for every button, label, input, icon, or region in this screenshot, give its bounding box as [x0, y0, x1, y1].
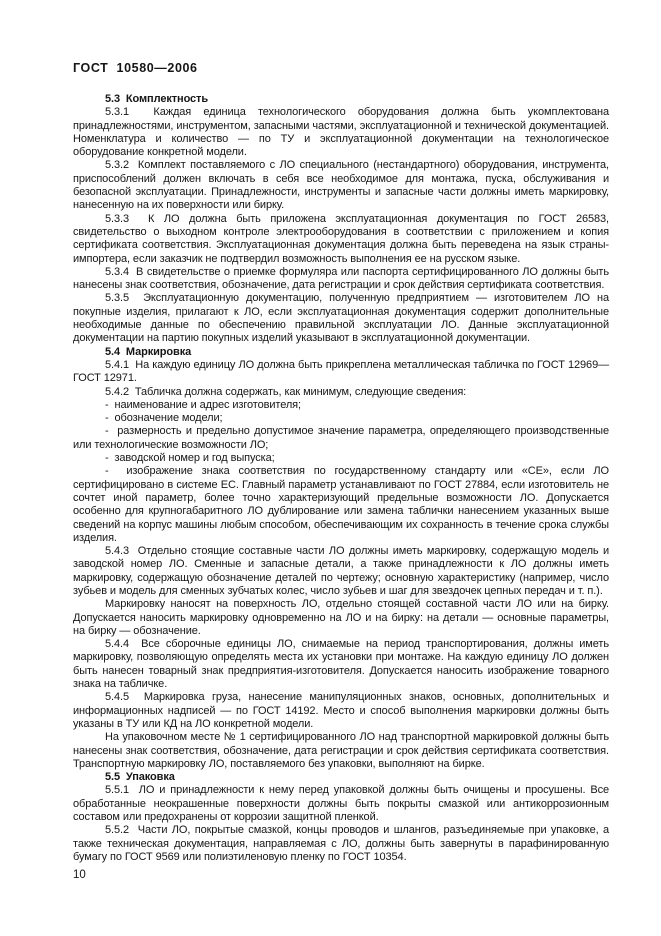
paragraph: - наименование и адрес изготовителя; — [105, 398, 301, 411]
paragraph: 5.5.1 ЛО и принадлежности к нему перед упаковкой должны быть очищены и просушены. Все обработанные неокрашенные поверхности должны быть покрыты смазкой или антикоррозионным составом или предохранены от коррозии защитной пленкой. — [73, 784, 609, 824]
paragraph: 5.4.4 Все сборочные единицы ЛО, снимаемые на период транспортирования, должны иметь маркировку, позволяющую определять места их установки при монтаже. На каждую единицу ЛО должен быть нанесен товарный знак предприятия-изготовителя. Допускается наносить изображение товарного знака на табличке. — [73, 638, 609, 691]
paragraph: 5.4.2 Табличка должна содержать, как минимум, следующие сведения: — [105, 385, 467, 398]
section-heading: 5.3 Комплектность — [105, 93, 209, 105]
paragraph: 5.3.5 Эксплуатационную документацию, полученную предприятием — изготовителем ЛО на покупные изделия, прилагают к ЛО, если эксплуатационная документация содержит дополнительные необходимые данные по обеспечению правильной эксплуатации ЛО. Данные эксплуатационной документации на партию покупных изделий указывают в эксплуатационной документации. — [73, 292, 609, 345]
paragraph: Маркировку наносят на поверхность ЛО, отдельно стоящей составной части ЛО или на бирку. Допускается наносить маркировку одновременно на ЛО и на бирку: на детали — основные параметры, на бирку — обозначение. — [73, 598, 609, 637]
standard-code-header: ГОСТ 10580—2006 — [73, 61, 198, 75]
paragraph: - изображение знака соответствия по государственному стандарту или «СЕ», если ЛО сертифицировано в системе ЕС. Главный параметр устанавливают по ГОСТ 27884, если изготовитель не сочтет иной параметр, более точно характеризующий предельные возможности ЛО. Допускается особенно для крупногабаритного ЛО дублирование или замена таблички нанесением указанных выше сведений на корпус машины любым способом, обеспечивающим их сохранность в течение срока службы изделия. — [73, 465, 609, 544]
paragraph: - заводской номер и год выпуска; — [105, 452, 275, 465]
page-number: 10 — [73, 869, 86, 881]
paragraph: 5.3.3 К ЛО должна быть приложена эксплуатационная документация по ГОСТ 26583, свидетельство о выходном контроле электрооборудования в соответствии с приложением и копия сертификата соответствия. Эксплуатационная документация должна быть переведена на язык страны-импортера, если заказчик не подтвердил возможность выполнения ее на русском языке. — [73, 212, 609, 265]
paragraph: 5.5.2 Части ЛО, покрытые смазкой, концы проводов и шлангов, разъединяемые при упаковке, а также техническая документация, направляемая с ЛО, должны быть завернуты в парафинированную бумагу по ГОСТ 9569 или полиэтиленовую пленку по ГОСТ 10354. — [73, 824, 609, 863]
paragraph: 5.4.3 Отдельно стоящие составные части ЛО должны иметь маркировку, содержащую модель и заводской номер ЛО. Сменные и запасные детали, а также принадлежности к ЛО должны иметь маркировку, содержащую обозначение деталей по чертежу; основную характеристику (например, число зубьев и модель для сменных зубчатых колес, число зубьев и шаг для звездочек цепных передач и т. п.). — [73, 545, 609, 597]
paragraph: На упаковочном месте № 1 сертифицированного ЛО над транспортной маркировкой должны быть нанесены знак соответствия, обозначение, дата регистрации и срок действия сертификата соответствия. Транспортную маркировку ЛО, поставляемого без упаковки, выполняют на бирке. — [73, 731, 609, 770]
paragraph: 5.3.2 Комплект поставляемого с ЛО специального (нестандартного) оборудования, инструмента, приспособлений должен включать в себя все необходимое для монтажа, пуска, обслуживания и безопасной эксплуатации. Принадлежности, инструменты и запасные части должны иметь маркировку, нанесенную на их поверхности или бирку. — [73, 159, 609, 212]
section-heading: 5.4 Маркировка — [105, 345, 192, 358]
paragraph: 5.4.1 На каждую единицу ЛО должна быть прикреплена металлическая табличка по ГОСТ 12969—ГОСТ 12971. — [73, 358, 609, 385]
paragraph: - размерность и предельно допустимое значение параметра, определяющего производственные или технологические возможности ЛО; — [73, 425, 609, 451]
paragraph: - обозначение модели; — [105, 412, 223, 425]
paragraph: 5.3.1 Каждая единица технологического оборудования должна быть укомплектована принадлежностями, инструментом, запасными частями, эксплуатационной и технической документацией. Номенклатура и количество — по ТУ и эксплуатационной документации на технологическое оборудование конкретной модели. — [73, 106, 609, 159]
section-heading: 5.5 Упаковка — [105, 771, 175, 784]
paragraph: 5.4.5 Маркировка груза, нанесение манипуляционных знаков, основных, дополнительных и информационных надписей — по ГОСТ 14192. Место и способ выполнения маркировки должны быть указаны в ТУ или КД на ЛО конкретной модели. — [73, 691, 609, 730]
paragraph: 5.3.4 В свидетельстве о приемке формуляра или паспорта сертифицированного ЛО должны быть нанесены знак соответствия, обозначение, дата регистрации и срок действия сертификата соответствия. — [73, 265, 609, 292]
document-content — [73, 93, 609, 864]
